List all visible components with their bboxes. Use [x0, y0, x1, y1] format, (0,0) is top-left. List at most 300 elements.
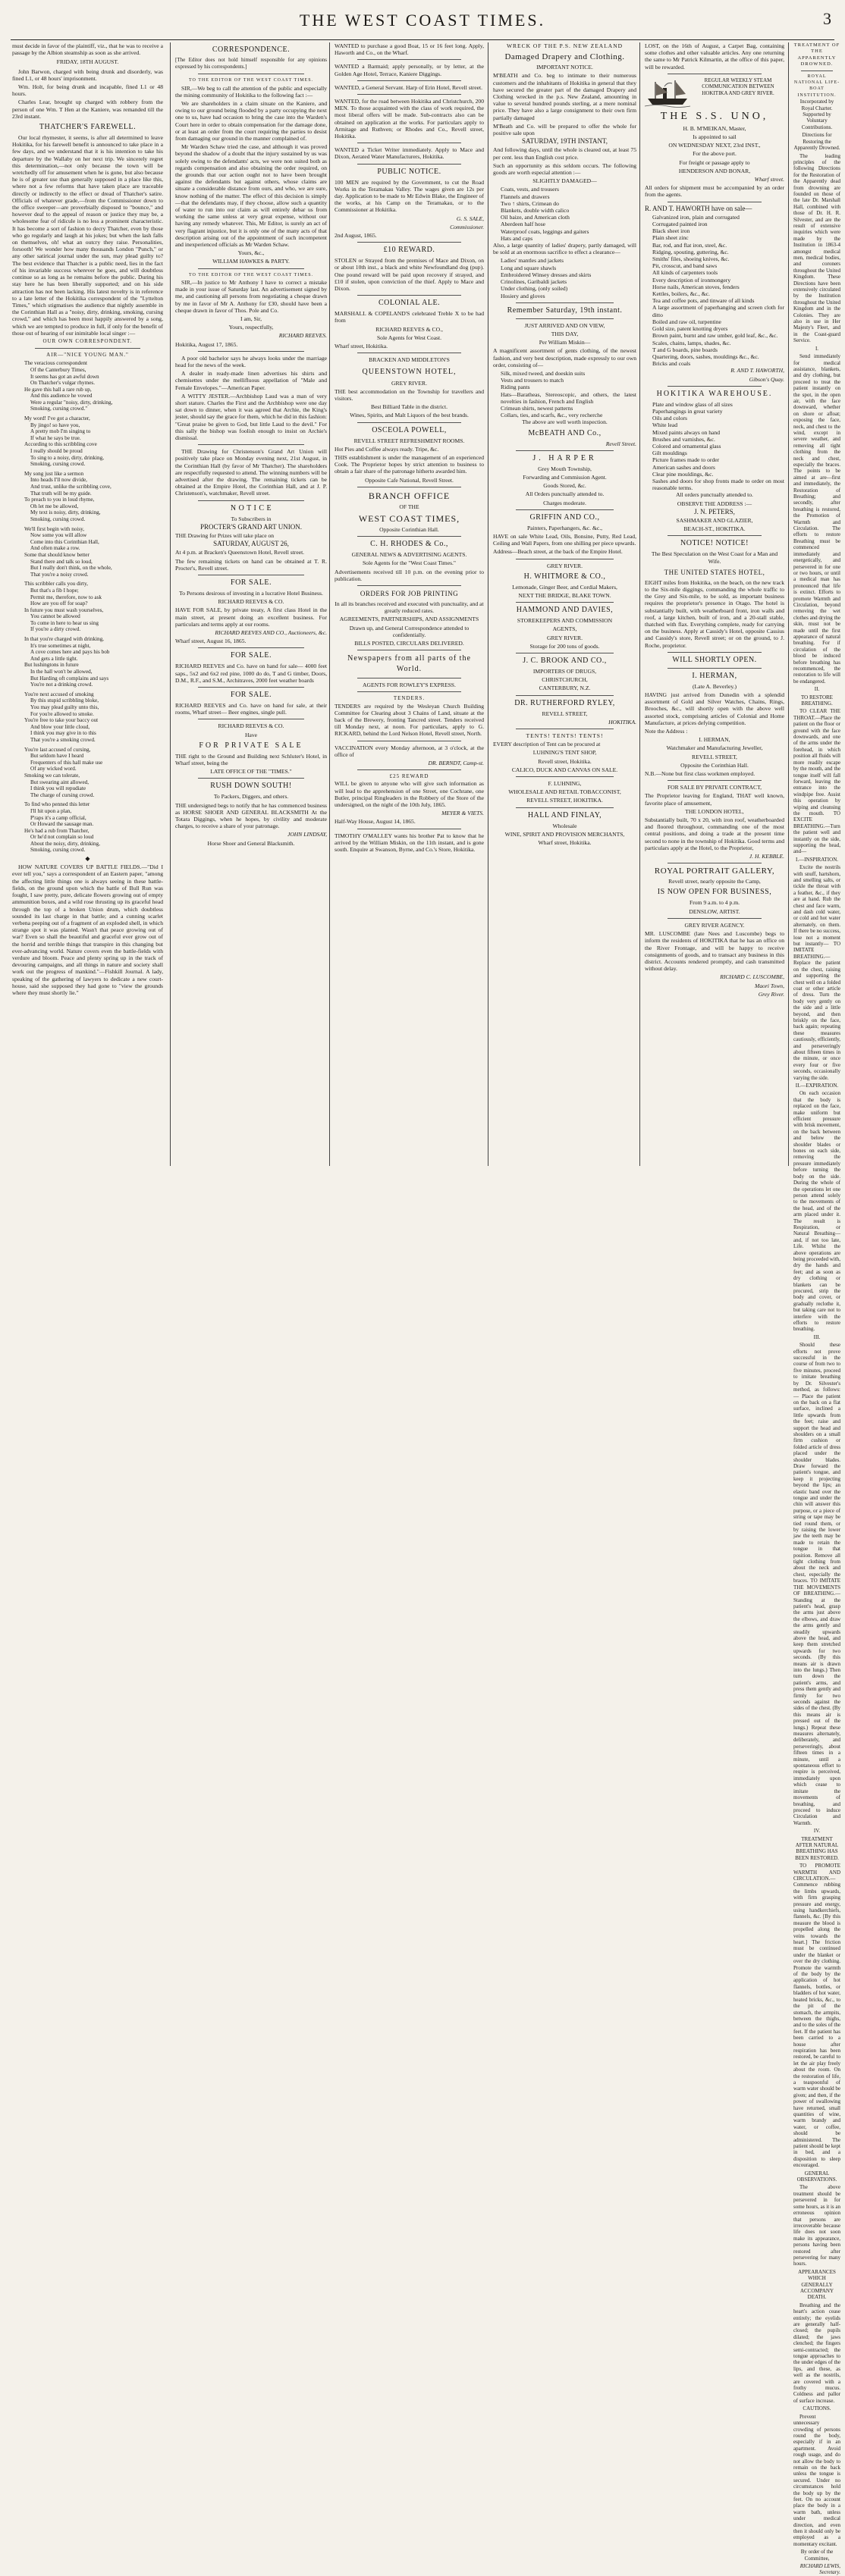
advert-heading: FOR SALE. [231, 691, 272, 700]
song-line: But seldom have I heard [30, 753, 84, 760]
misc-item: A poor old bachelor says he always looks under the marriage head for the news of the week. [175, 354, 327, 368]
advert-text: THE undersigned begs to notify that he has commenced business as HORSE SHOER AND GENERAL BLACKSMITH At the Totara Diggings, when he hopes, by civility and moderate charges, to receive a share of your patronage. [175, 801, 327, 830]
divider [516, 450, 614, 451]
list-item: Tea and coffee pots, and tinware of all kinds [652, 297, 755, 305]
article-text: HOW NATURE COVERS UP BATTLE FIELDS.—"Did I ever tell you," says a correspondent of an Eastern paper, "among the affecting little things one is always seeing in these battle-fields, on the ground upon which the battle of Bull Run was fought, I saw pretty, pure, delicate flowers growing out of empty ammunition boxes, and a wild rose thrusting up its graceful head through the top of a broken Union drum, which doubtless sounded its last charge in that battle; and a cunning scarlet verbena peeping out of a fragment of an exploded shell, in which strange spot it was planted. Wasn't that peace growing out of war? Even so shall the beautiful and graceful ever grow out of the horrid and terrible things that transpire in this changing but ever-advancing world. Nature covers even the battle-fields with verdure and bloom. Peace and plenty spring up in the track of devouring campaigns, and all things in nature and society shall work out the progress of mankind."—Fishkill Journal. A lady, speaking of the gathering of lawyers to dedicate a new court-house, said she supposed they had gone to "view the grounds where they must shortly lie." [12, 863, 163, 996]
advert-text: M'Beath and Co. will be prepared to offer the whole for positive sale upon [493, 122, 636, 137]
list-item: Long and square shawls [501, 264, 557, 271]
article-text: On each occasion that the body is replaced on the face, make uniform but efficient pressure with brisk movement, on the back between and below the shoulder blades or bones on each side, removing the pressure immediately before turning the body on the side. During the whole of the operations let one person attend solely to the movements of the head, and of the arm placed under it. The result is Respiration, or Natural Breathing—and, if not too late, Life. Whilst the above operations are being proceeded with, dry the hands and feet; and as soon as dry clothing or blankets can be procured, strip the body and cover, or gradually reclothe it, but taking care not to interfere with the efforts to restore breathing. [793, 1090, 841, 1333]
advert-date: SATURDAY, 19TH INSTANT, [521, 137, 608, 146]
advert-heading: F. LUHNING, [548, 780, 582, 788]
advert-heading: £25 REWARD [389, 773, 429, 780]
divider [357, 295, 461, 296]
advert-text: Sole Agents for the "West Coast Times." [362, 559, 457, 567]
song-line: You're free to take your baccy out [24, 717, 99, 724]
advert-signature: DENSLOW, ARTIST. [689, 907, 740, 915]
advert-firm: RICHARD REEVES & CO. [218, 722, 284, 730]
advert-heading: Newspapers from all parts of the World. [347, 654, 471, 674]
divider [668, 535, 762, 536]
list-item: Ladies' mantles and jackets [501, 257, 564, 265]
advert-heading: THE UNITED STATES HOTEL, [664, 568, 765, 576]
song-line: Of any wicked word. [30, 766, 77, 772]
advert-firm: HENDERSON AND BONAR, [678, 167, 751, 174]
song-line: You cannot be allowed [30, 613, 80, 620]
advert-text: N.B.—None but first class workmen employed. [645, 770, 755, 778]
advert-heading: HALL AND FINLAY, [527, 810, 602, 819]
section-number: IV. [813, 1828, 821, 1835]
advert-text: To Persons desirous of investing in a lucrative Hotel Business. [179, 590, 323, 597]
advert-text: Revell Street. [605, 440, 636, 447]
advert-text: H. B. M'MEIKAN, Master, [683, 124, 746, 132]
divider [357, 691, 461, 692]
court-item: John Barwon, charged with being drunk and disorderly, was fined L1, or 48 hours' imprisonment. [12, 67, 163, 82]
list-item: Ridging, spouting, guttering, &c. [652, 248, 729, 255]
song-line: I think you will repudiate [30, 785, 86, 792]
article-text: Prevent unnecessary crowding of persons round the body, especially if in an apartment. Avoid rough usage, and do not allow the body to remain on the back unless the tongue is secured. Under no circumstances hold the body up by the feet. On no account place the body in a warm bath, unless under medical direction, and even then it should only be employed as a momentary excitant. [793, 2413, 840, 2547]
song-line: But swearing aint allowed, [30, 779, 90, 785]
song-line: For you're allowed to smoke. [30, 710, 94, 717]
advert-text: WILL be given to anyone who will give such information as will lead to the apprehension of one Street, one Cochrane, one Butler, principal Ringleaders in the Robbery of the Store of the undersigned, on the night of the 10th July, 1865. [335, 780, 484, 809]
advert-firm: I. HERMAN, [692, 671, 737, 680]
advert-heading: J. C. BROOK AND CO., [523, 657, 607, 665]
editor-disclaimer: [The Editor does not hold himself responsible for any opinions expressed by his correspondents.] [175, 57, 327, 71]
advert-text: Revell street, nearly opposite the Camp, [668, 878, 761, 885]
list-item: Silk, mixed tweed, and doeskin suits [501, 369, 586, 377]
advert-text: Substantially built, 70 x 20, with iron roof, weatherboarded and floored throughout, commanding one of the most central positions, and doing a trade at the present time second to none in the township of Hokitika. Good terms and particulars apply at the Hotel, to the Proprietor, [645, 816, 784, 851]
advert-signature: G. S. SALE, [456, 215, 484, 222]
divider [516, 602, 614, 603]
advert-text: IMPORTERS OF DRUGS, [532, 668, 597, 675]
advert-text: M'BEATH and Co. beg to intimate to their numerous customers and the inhabitants of Hokitika in general that they have secured the greater part of the damaged Drapery and Clothing wrecked in the p.s. New Zealand, amounting in value to several hundred pounds sterling, at a mere nominal price. They have also a large consignment to their own firm partially damaged [493, 72, 636, 121]
list-item: Hosiery and gloves [501, 292, 545, 299]
list-item: Under clothing, (only soiled) [501, 285, 568, 293]
advert-text: The above are well worth inspection. [522, 418, 608, 426]
advert-text: Charges moderate. [543, 499, 586, 506]
advert-signature: Commissioner. [450, 223, 484, 230]
divider [357, 242, 461, 243]
article-subheading: Directions for Restoring the Apparently Drowned. [793, 132, 840, 152]
list-item: Gilt mouldings [652, 450, 687, 457]
divider [198, 647, 304, 648]
advert-text: Is appointed to sail [693, 133, 737, 141]
letter-close: Yours, &c., [237, 249, 265, 257]
list-item: Hats and caps [501, 234, 533, 242]
advert-text: And following days, until the whole is cleared out, at least 75 per cent. less than English cost price. [493, 146, 636, 161]
advert-heading: OSCEOLA POWELL, [372, 425, 447, 434]
list-item: Smiths' files, shoeing knives, &c. [652, 255, 730, 263]
song-line: And trust, unlike the scribbling cove, [30, 484, 112, 490]
advert-text: BILLS POSTED, CIRCULARS DELIVERED. [354, 639, 464, 647]
column-6 [788, 42, 841, 2576]
song-line: You're next accused of smoking [24, 691, 94, 697]
advert-heading: WILL SHORTLY OPEN. [672, 655, 757, 664]
advert-text: Opposite Corinthian Hall. [379, 525, 439, 533]
advert-text: TIMOTHY O'MALLEY wants his brother Pat to know that he arrived by the William Miskin, on the 11th instant, and is gone south. Enquire at Swanson, Byrne, and Co.'s Store, Hokitika. [335, 832, 484, 854]
advert-signature: Horse Shoer and General Blacksmith. [207, 839, 295, 847]
goods-list [493, 186, 636, 242]
advert-text: WINE, SPIRIT AND PROVISION MERCHANTS, [504, 830, 625, 838]
divider [668, 668, 762, 669]
song-line: It seems has got an awful down [30, 373, 99, 380]
article-heading: THATCHER'S FAREWELL. [39, 123, 137, 132]
article-text: Should these efforts not prove successful in the course of from two to five minutes, proceed to imitate breathing by Dr. Silvester's method, as follows:— Place the patient on the back on a flat surface, inclined a little upwards from the feet; raise and support the head and shoulders on a small firm cushion or folded article of dress placed under the shoulder blades. Draw forward the patient's tongue, and keep it projecting beyond the lips; an elastic band over the tongue and under the chin will answer this purpose, or a piece of string or tape may be tied round them, or by raising the lower jaw the teeth may be made to retain the tongue in that position. Remove all tight clothing from about the neck and chest, especially the braces. TO IMITATE THE MOVEMENTS OF BREATHING.—Standing at the patient's head, grasp the arms just above the elbows, and draw the arms gently and steadily upwards above the head, and keep them stretched upwards for two seconds. (By this means air is drawn into the lungs.) Then turn down the patient's arms, and press them gently and firmly for two seconds against the sides of the chest. (By this means air is pressed out of the lungs.) Repeat these measures alternately, deliberately, and perseveringly, about fifteen times in a minute, until a spontaneous effort to respire is perceived, immediately upon which cease to imitate the movements of breathing, and proceed to induce Circulation and Warmth. [793, 1342, 841, 1826]
song-line: Smoking, cursing crowd. [30, 461, 86, 468]
advert-text: For freight or passage apply to [679, 158, 750, 166]
song-line: Come into this Corinthian Hall, [30, 538, 99, 545]
article-text: TO CLEAR THE THROAT.—Place the patient on the floor or ground with the face downwards, and one of the arms under the forehead, in which position all fluids will more readily escape by the mouth, and the tongue itself will fall forward, leaving the entrance into the windpipe free. Assist this operation by wiping and cleansing the mouth. TO EXCITE BREATHING.—Turn the patient well and instantly on the side, supporting the head, and— [793, 708, 840, 855]
advert-text: TENDERS are required by the Wesleyan Church Building Committee for Clearing about 3 Chains of Land, situate at the back of the Brewery, fronting Tancred street. Tenders received till Monday next, at noon. For particulars, apply to G. RICKARD, behind the Lord Nelson Hotel, Revell street, North. [335, 702, 484, 738]
list-item: All kinds of carpenters tools [652, 269, 718, 277]
advert-text: GREY RIVER. [547, 634, 583, 641]
song-line: Were a regular "noisy, dirty, drinking, [30, 399, 113, 406]
advert-firm: I. HERMAN, [699, 736, 730, 744]
advert-text: STOREKEEPERS AND COMMISSION [517, 617, 613, 625]
advert-heading: GRIFFIN AND CO., [529, 512, 600, 522]
advert-text: BEACH-ST., HOKITIKA. [683, 525, 746, 533]
divider [198, 268, 304, 269]
advert-text: STOLEN or Strayed from the premises of Mace and Dixon, on or about 10th inst., a black and white Newfoundland dog (pup). One pound reward will be paid upon recovery if strayed, and £10 if stolen, upon conviction of the thief. Apply to Mace and Dixon. [335, 257, 484, 293]
letter-signature: WILLIAM HAWKES & PARTY. [212, 258, 290, 265]
song-line: Frequenters of this hall make use [30, 759, 103, 766]
advert-text: Such an opportunity as this seldom occurs. The following goods are worth especial attention :— [493, 161, 636, 177]
song-line: We'll first begin with noisy, [24, 525, 85, 532]
advert-text: Sole Agents for West Coast. [376, 334, 442, 341]
song-line: Smoking, cursing crowd. [30, 847, 86, 854]
article-text: Incorporated by Royal Charter. Supported by Voluntary Contributions. [799, 99, 834, 130]
advert-text: Gibson's Quay. [749, 375, 784, 383]
advert-text: REVELL STREET, HOKITIKA. [526, 797, 603, 804]
advert-text: HOKITIKA. [608, 718, 636, 725]
song-line: The veracious correspondent [24, 360, 88, 367]
list-item: Coats, vests, and trousers [501, 186, 559, 193]
divider [357, 80, 461, 81]
advert-heading: TENTS! TENTS! TENTS! [526, 732, 604, 740]
list-item: Aberdeen half hose [501, 221, 546, 228]
advert-heading: H. WHITMORE & CO., [523, 572, 606, 581]
advert-heading: BRANCH OFFICE [368, 490, 451, 501]
song-line: In the hall won't be allowed, [30, 669, 93, 675]
divider: ◆ [85, 855, 90, 863]
masthead-rule [11, 39, 834, 40]
song-title: OUR OWN CORRESPONDENT. [42, 337, 133, 344]
advert-text: HAVING just arrived from Dunedin with a splendid assortment of Gold and Silver Watches, Chains, Rings, Brooches, &c., will shortly open with the above well assorted stock, comprising articles of Colonial and Home Manufacture, at prices defying competition. [645, 691, 784, 726]
advert-text: Opposite Cafe National, Revell Street. [365, 476, 454, 484]
advert-text: LOST, on the 16th of August, a Carpet Bag, containing some clothes and other valuable articles. Any one returning the same to Mr Patrick Kilmartin, at the office of this paper, will be rewarded. [645, 42, 784, 71]
advert-text: REVELL STREET, [692, 753, 737, 760]
advert-text: To Subscribers in [231, 515, 272, 522]
advert-signature: RICHARD C. LUSCOMBE, [720, 973, 784, 981]
advert-heading: IMPORTANT NOTICE. [536, 64, 593, 71]
list-item: Riding pants [501, 384, 530, 391]
advert-text: THE Drawing for Prizes will take place on [175, 531, 275, 539]
advert-heading: COLONIAL ALE. [378, 299, 441, 308]
list-item: Brushes and varnishes, &c. [652, 435, 715, 443]
divider [668, 386, 762, 387]
list-item: Paperhangings in great variety [652, 407, 723, 415]
list-item: Two ↑ shirts, Crimean do [501, 199, 559, 207]
song-line: Oh let me be allowed, [30, 503, 79, 509]
article-text: By order of the Committee, [800, 2549, 834, 2562]
list-item: American sashes and doors [652, 463, 715, 471]
song-line: I think you may give in to this [30, 730, 96, 737]
steamship-illustration [645, 77, 784, 108]
section-number: I. [815, 345, 819, 352]
advert-text: REVELL STREET, [542, 710, 588, 717]
list-item: Kettles, boilers, &c., &c. [652, 290, 710, 298]
page-number: 3 [823, 9, 831, 28]
misc-item: A dealer in ready-made linen advertises his shirts and chemisettes under the mellifluous appellation of "Male and Female Envelopes."—American Paper. [175, 370, 327, 391]
song-line: And blow your little cloud, [30, 723, 90, 730]
advert-text: MR. LUSCOMBE (late Nees and Luscombe) begs to inform the residents of HOKITIKA that he has an office on the River Frontage, and will be happy to receive consignments of goods, and to transact any business in this district. Accounts rendered promptly, and cash transmitted without delay. [645, 930, 784, 973]
advert-heading: NOTICE! NOTICE! [680, 539, 749, 548]
court-item: Charles Lear, brought up charged with robbery from the person of one Wm. T Hen at the Kaniere, was remanded till the 23rd instant. [12, 99, 163, 120]
list-item: Collars, ties, and scarfs, &c., very recherche [501, 412, 603, 419]
song-line: My song just like a sermon [24, 470, 84, 477]
advert-text: HAVE FOR SALE, by private treaty, A first class Hotel in the main street, at present doing an excellent business. For particulars and terms apply at our rooms. [175, 606, 327, 628]
song-line: To come in here to hear us sing [30, 619, 99, 626]
divider [516, 509, 614, 510]
advert-text: The Best Speculation on the West Coast for a Man and Wife. [651, 550, 778, 565]
goods-list [645, 214, 784, 367]
advert-text: Address—Beach street, at the back of the Empire Hotel. [493, 548, 623, 556]
advert-text: THE right to the Ground and Building next Schluter's Hotel, in Wharf street, being the [175, 752, 327, 767]
article-heading: TREATMENT OF THE APPARENTLY DROWNED. [793, 42, 840, 67]
advert-firm: RICHARD REEVES & CO. [218, 598, 284, 606]
list-item: Sashes and doors for shop fronts made to order on most reasonable terms. [652, 477, 784, 492]
advert-text: WHOLESALE AND RETAIL TOBACCONIST, [508, 788, 621, 796]
advert-heading: FOR SALE. [231, 651, 272, 660]
song-line: He gave this hall a rare rub up, [24, 386, 92, 393]
divider [668, 652, 762, 653]
song-line: Permit me, therefore, now to ask [30, 594, 102, 600]
advert-date: Wharf street, August 16, 1865. [175, 638, 247, 645]
song-line: Or Howard the sausage man. [30, 821, 94, 828]
advert-heading: PUBLIC NOTICE. [377, 167, 441, 176]
list-item: Bricks and coals [652, 360, 691, 368]
song-line: Some that should know better [24, 551, 90, 558]
divider [198, 444, 304, 445]
letter-address: TO THE EDITOR OF THE WEST COAST TIMES. [188, 78, 314, 83]
advert-text: Wharf street, Hokitika. [335, 343, 388, 350]
advert-text: Painters, Paperhangers, &c. &c., [526, 524, 603, 531]
article-subheading: CAUTIONS. [803, 2405, 831, 2412]
article-subheading: ROYAL NATIONAL LIFE-BOAT INSTITUTION. [793, 74, 840, 98]
article-signature: RICHARD LEWIS, Secretary. [799, 2563, 840, 2576]
advert-text: Storage for 200 tons of goods. [529, 642, 600, 650]
advert-text: THIS establishment is under the management of an experienced Cook. The Proprietor hopes by strict attention to business to obtain a fair share of the patronage hitherto awarded him. [335, 453, 484, 475]
list-item: Horse nails, American stoves, fenders [652, 283, 740, 290]
song-line: According to this scribbling cove [24, 441, 97, 448]
court-date: FRIDAY, 18TH AUGUST. [56, 58, 119, 66]
advert-text: WANTED, for the road between Hokitika and Christchurch, 200 MEN. To those acquainted with the class of work required, the most liberal offers will be made. Sub-contracts also can be obtained on application at the works. For particulars apply to Armitage and Ruthven; or Rhodes and Co., Revell street, Hokitika. [335, 98, 484, 140]
advert-text: The Proprietor leaving for England, THAT well known, favorite place of amusement, [645, 792, 784, 807]
letter-text: SIR,—In justice to Mr Anthony I have to correct a mistake made in your issue of Saturday last. An advertisement signed by me, and cautioning all persons from negotiating a cheque drawn by me in favor of Mr A. Anthony for £30, should have been a cheque drawn in favor of Thos. Pole and Co. [175, 278, 327, 314]
divider [198, 778, 304, 779]
advert-text: EVERY description of Tent can be procured at [493, 741, 601, 748]
advert-date: Half-Way House, August 14, 1865. [335, 818, 416, 826]
advert-text: Hot Pies and Coffee always ready. Tripe, &c. [335, 445, 439, 453]
divider [516, 807, 614, 808]
song-line: And often make a row. [30, 545, 80, 552]
advert-text: AGENTS FOR ROWLEY'S EXPRESS. [363, 682, 456, 689]
advert-text: Advertisements received till 10 p.m. on the evening prior to publication. [335, 568, 484, 582]
song-line: Smoking, cursing crowd." [30, 406, 88, 412]
article-text: Our local rhymester, it seems, is after all determined to leave Hokitika, for his farewell benefit is announced to take place in a few days, and we understand that it is his intention to take his departure by the Wallaby on her next trip. We sincerely regret this determination,—not only because the town will be wretchedly off for amusement when he is gone, but also because he is of greater use than generally supposed in a place like this, where not a few reforms that have taken place are traceable directly or indirectly to the effect or dread of Thatcher's satire. Officials of whatever grade,—from the Commissioner down to the office sweeper—are proverbially disposed to "bounce," and however deaf to the appeal of reason or justice they may be, a wholesome fear of ridicule is no less a prominent characteristic. It has become a sort of fashion to decry Thatcher, even by those who go regularly and laugh at his jokes; but when the lash falls on themselves, oh! what an outcry they raise. Personalities, forsooth! We wonder how many thousands London "Punch," or any other satirical journal under the sun, may plead guilty to? The best evidence that Thatcher is a public need, lies in the fact of his invariable success wherever he goes, and will doubtless continue so as long as he remains before the public. During his stay here he has been liberally supported; and on his side attraction has not been lacking. His latest novelty is in reference to a late letter of the Hokitika correspondent of the "Lyttelton Times," which stigmatises the audience that nightly assemble in the Corinthian Hall as a "noisy, dirty, drinking, smoking, cursing crowd," and which has been most happily answered by a song, which we are tempted to produce in full, if only for the benefit of those out of hearing of our inimitable local singer :— [12, 134, 163, 337]
advert-heading: FOR SALE BY PRIVATE CONTRACT, [667, 784, 762, 791]
advert-text: All orders for shipment must be accompanied by an order from the agents. [645, 184, 784, 199]
article-text: The leading principles of the following Directions for the Restoration of the Apparently dead from drowning are founded on those of the late Dr. Marshall Hall, combined with those of Dr. H. R. Silvester, and are the result of extensive inquiries which were made by the Institution in 1863-4 amongst medical men, medical bodies, and coroners throughout the United Kingdom. These Directions have been extensively circulated by the Institution throughout the United Kingdom and in the Colonies. They are also in use in Her Majesty's Fleet, and in the Coast-guard Service. [793, 152, 840, 344]
advert-text: Wholesale [552, 822, 577, 829]
song-line: It's true sometimes at night, [30, 642, 91, 649]
list-item: Plain sheet zinc [652, 234, 689, 242]
song-lines [12, 360, 163, 854]
divider [357, 536, 461, 537]
advert-signature: DR. BERNDT, Camp-st. [428, 760, 484, 766]
article-subheading: GENERAL OBSERVATIONS. [796, 2170, 837, 2183]
advert-text: VACCINATION every Monday afternoon, at 3 o'clock, at the office of [335, 744, 484, 758]
song-line: Now some you will allow [30, 532, 87, 539]
song-air: AIR—"NICE YOUNG MAN." [46, 352, 129, 359]
list-item: Brown paint, burnt and raw umber, gold leaf, &c., &c. [652, 332, 778, 340]
advert-firm: McBEATH AND Co., [528, 428, 602, 437]
advert-text: Best Billiard Table in the district. [371, 403, 448, 411]
song-line: That truth will be my guide. [30, 490, 92, 497]
list-item: Oil baize, and American cloth [501, 214, 570, 221]
advert-text: Grey Mouth Township, [538, 465, 592, 472]
song-line: My text is noisy, dirty, drinking, [30, 509, 101, 516]
song-line: If you're a dirty crowd. [30, 626, 81, 633]
advert-heading: DR. RUTHERFORD RYLEY, [514, 698, 615, 707]
song-line: P'raps it's a camp official, [30, 814, 86, 821]
advert-text: THIS DAY, [551, 330, 579, 337]
song-line: This scribbler calls you dirty, [24, 581, 88, 588]
advert-text: REVELL STREET REFRESHMENT ROOMS. [353, 437, 465, 444]
advert-heading: ORDERS FOR JOB PRINTING [360, 589, 459, 597]
divider [357, 585, 461, 586]
advert-text: Goods Stored, &c. [543, 482, 586, 490]
steamship-icon [645, 77, 690, 108]
advert-text: Wines, Spirits, and Malt Liquors of the best brands. [350, 412, 469, 419]
divider [516, 318, 614, 319]
advert-heading: R. AND T. HAWORTH have on sale— [645, 204, 752, 212]
advert-heading: Damaged Drapery and Clothing. [504, 52, 625, 62]
divider [357, 164, 461, 165]
advert-text: For the above port. [693, 150, 737, 158]
advert-text: HAVE on sale White Lead, Oils, Bonsine, Putty, Red Lead, Ceiling and Wall Papers, from one shilling per piece upwards. [493, 532, 636, 547]
divider [357, 769, 461, 770]
masthead-title: THE WEST COAST TIMES. [299, 11, 546, 30]
list-item: Colored and ornamental glass [652, 442, 721, 450]
advert-text: Maori Town, [755, 982, 784, 989]
song-line: Into heads I'll now divide, [30, 477, 87, 484]
advert-text: LATE OFFICE OF THE "TIMES." [210, 768, 292, 776]
advert-heading: HOKITIKA WAREHOUSE. [656, 389, 773, 398]
advert-text: Drawn up, and General Correspondence attended to confidentially. [349, 624, 470, 638]
list-item: Picture frames made to order [652, 456, 720, 464]
list-item: T and G boards, pine boards [652, 346, 718, 353]
advert-text: (Late A. Beverley.) [692, 682, 737, 690]
song-line: By jingo! so have you, [30, 421, 80, 428]
advert-heading: QUEENSTOWN HOTEL, [362, 367, 457, 376]
article-subheading: I.—INSPIRATION. [796, 856, 838, 863]
advert-heading: C. H. RHODES & Co., [370, 540, 448, 549]
list-item: Crimean shirts, newest patterns [501, 404, 573, 412]
list-item: Quartering, doors, sashes, mouldings &c., &c. [652, 353, 759, 360]
advert-text: RICHARD REEVES and Co. have on hand for sale— 4000 feet saps., 5x2 and 6x2 red pine, 1000 do do, T and G timber, Doors, D.M., R.F., and S.M., Architraves, 2000 feet weather boards [175, 663, 327, 684]
letter-address: TO THE EDITOR OF THE WEST COAST TIMES. [188, 272, 314, 277]
letter-close: Yours, respectfully, [228, 324, 274, 331]
song-line: To preach to you in loud rhyme, [24, 497, 95, 503]
advert-text: Forwarding and Commission Agent. [523, 473, 607, 481]
advert-text: THE best accommodation on the Township for travellers and visitors. [335, 387, 484, 402]
advert-text: The few remaining tickets on hand can be obtained at T. R. Procter's, Revell street. [175, 557, 327, 572]
advert-date: ON WEDNESDAY NEXT, 23rd INST., [668, 142, 761, 149]
section-heading: CORRESPONDENCE. [212, 45, 291, 54]
advert-heading: PROCTER'S GRAND ART UNION. [200, 522, 302, 531]
advert-text: SASHMAKER AND GLAZIER, [676, 516, 753, 524]
advert-firm: RICHARD REEVES & CO., [375, 325, 443, 333]
list-item: Mixed paints always on hand [652, 428, 721, 436]
advert-text: A magnificent assortment of gents clothing, of the newest fashion, and very best description, made expressly to our own order, consisting of— [493, 347, 636, 368]
article-text: Breathing and the heart's action cease entirely; the eyelids are generally half-closed; the pupils dilated; the jaws clenched; the fingers semi-contracted; the tongue approaches to the under edges of the lips, and these, as well as the nostrils, are covered with a frothy mucus. Coldness and pallor of surface increase. [793, 2302, 840, 2404]
divider [357, 59, 461, 60]
advert-text: Wharf street. [754, 176, 784, 183]
song-line: He's had a rub from Thatcher, [24, 827, 90, 834]
song-line: How are you off for soap? [30, 600, 88, 607]
advert-text: CALICO, DUCK AND CANVAS ON SALE. [511, 766, 618, 773]
divider [516, 776, 614, 777]
advert-heading: FOR PRIVATE SALE [199, 741, 303, 750]
song-line: A cove comes here and pays his bob [30, 649, 110, 656]
section-number: II. [814, 686, 820, 693]
advert-text: In all its branches received and executed with punctuality, and at greatly reduced rates. [335, 600, 484, 615]
song-line: My word! I've got a character, [24, 415, 90, 422]
list-item: Flannels and drawers [501, 193, 550, 200]
advert-text: To Packers, Diggers, and others. [213, 793, 289, 801]
song-line: I'll hit upon a plan, [30, 807, 72, 814]
advert-date: SATURDAY, AUGUST 26, [213, 540, 289, 548]
divider [668, 918, 762, 919]
advert-text: Opposite the Corinthian Hall. [680, 761, 749, 769]
song-line: Smoking, cursing crowd. [30, 516, 86, 522]
article-subheading: TO RESTORE BREATHING. [801, 694, 833, 707]
article-subheading: II.—EXPIRATION. [795, 1083, 839, 1089]
article-text: must decide in favor of the plaintiff, viz., that he was to receive a passage by the Albion steamship as soon as she arrived. [12, 42, 163, 57]
advert-text: WANTED a Ticket Writer immediately. Apply to Mace and Dixon, Aerated Water Manufacturers, Hokitika. [335, 146, 484, 161]
advert-heading: TENDERS. [393, 695, 426, 702]
advert-signature: R. AND T. HAWORTH, [730, 367, 784, 374]
goods-list [493, 257, 636, 299]
list-item: A large assortment of paperhanging and screen cloth for ditto [652, 304, 784, 318]
section-number: III. [813, 1333, 821, 1340]
advert-signature: J. H. KEBBLE. [749, 853, 784, 860]
song-line: To find who penned this letter [24, 801, 90, 808]
advert-text: GENERAL NEWS & ADVERTISING AGENTS. [351, 551, 467, 559]
advert-heading: IS NOW OPEN FOR BUSINESS, [657, 888, 772, 897]
divider [357, 422, 461, 423]
song-line: By this stupid scribbling bloke, [30, 697, 99, 704]
advert-heading: GREY RIVER AGENCY. [684, 921, 745, 929]
list-item: Every description of ironmongery [652, 276, 731, 284]
divider [516, 695, 614, 696]
advert-heading: WEST COAST TIMES, [358, 512, 460, 524]
advert-text: CANTERBURY, N.Z. [539, 685, 591, 692]
advert-text: JUST ARRIVED AND ON VIEW, [524, 321, 605, 329]
song-line: To sing to a noisy, dirty, drinking, [30, 454, 104, 461]
song-line: In that you're charged with drinking, [24, 636, 104, 643]
advert-text: Grey River. [758, 990, 784, 998]
advert-text: AGENTS, [552, 625, 577, 633]
